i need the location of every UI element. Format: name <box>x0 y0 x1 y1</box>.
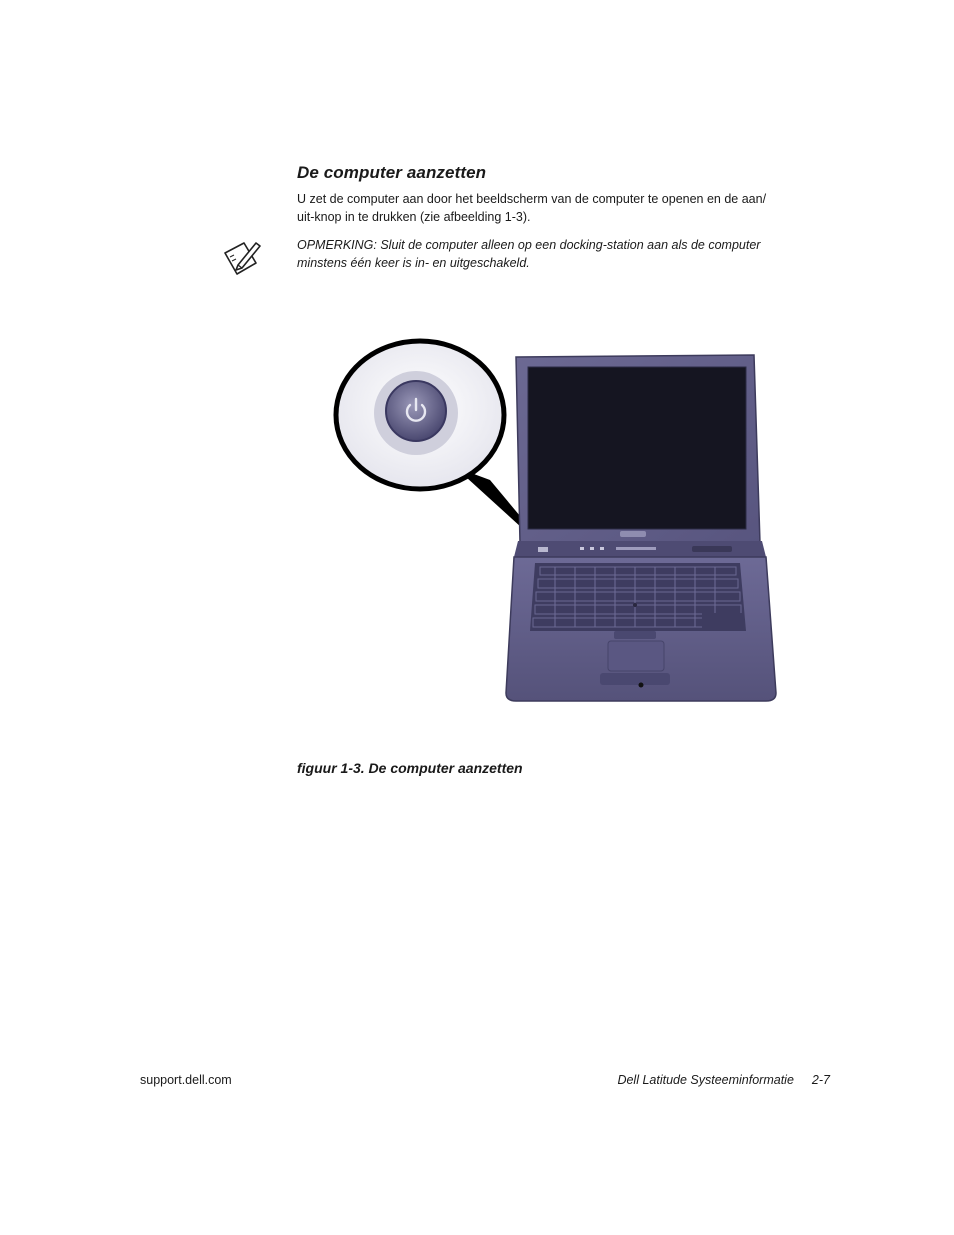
page-number: 2-7 <box>811 1073 830 1087</box>
intro-paragraph <box>297 190 837 226</box>
intro-line-2: uit-knop in te drukken (zie afbeelding 1-3). <box>297 210 531 224</box>
intro-line-1: U zet de computer aan door het beeldscherm van de computer te openen en de aan/ <box>297 192 767 206</box>
section-heading: De computer aanzetten <box>297 163 487 182</box>
footer-title-block <box>617 1073 830 1087</box>
note-text <box>297 236 837 272</box>
footer-title: Dell Latitude Systeeminformatie <box>617 1073 794 1087</box>
touchpad-buttons-top <box>614 631 656 639</box>
footer-site: support.dell.com <box>140 1073 232 1087</box>
touchpad-buttons <box>600 673 670 685</box>
note-line-1: OPMERKING: Sluit de computer alleen op een docking-station aan als de computer <box>297 238 761 252</box>
figure-caption: figuur 1-3. De computer aanzetten <box>297 760 523 776</box>
laptop-illustration <box>330 335 790 710</box>
note-line-2: minstens één keer is in- en uitgeschakeld. <box>297 256 530 270</box>
touchpad <box>608 641 664 671</box>
note-pencil-icon <box>222 239 262 277</box>
laptop-screen <box>528 367 746 529</box>
